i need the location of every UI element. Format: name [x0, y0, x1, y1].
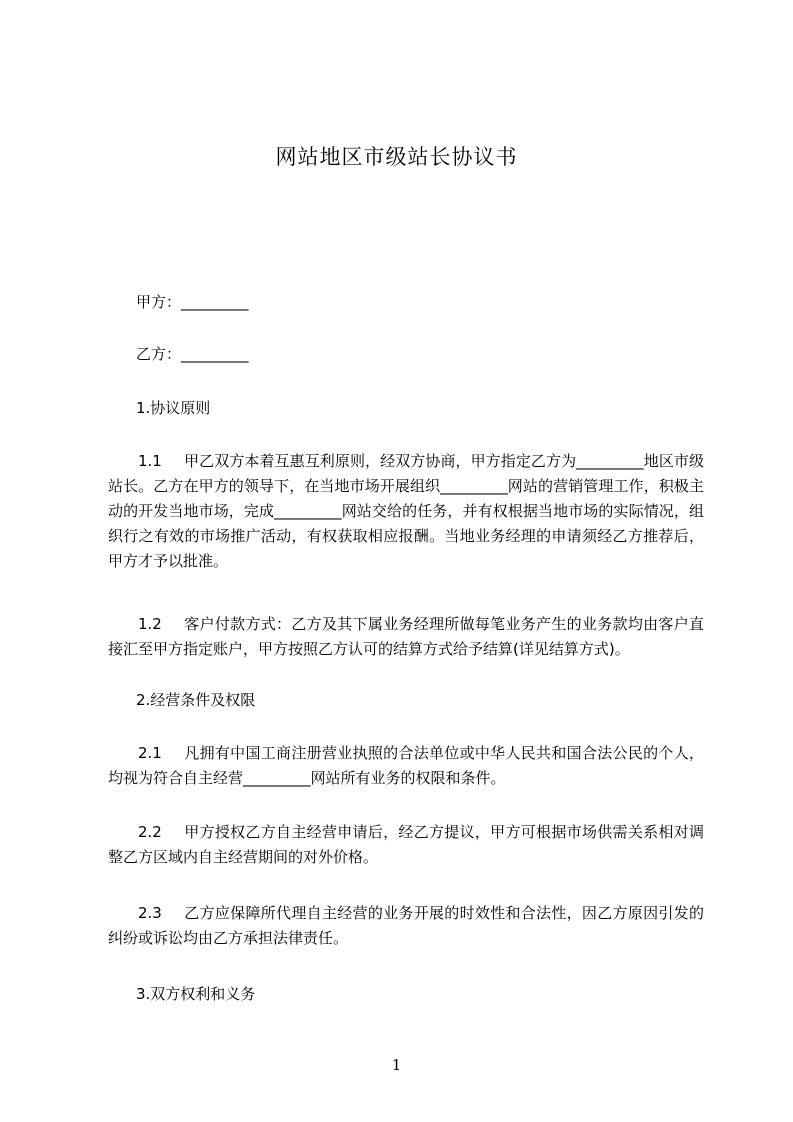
clause-number: 1.1	[138, 452, 162, 470]
clause-text: 甲方授权乙方自主经营申请后，经乙方提议，甲方可根据市场供需关系相对调整乙方区域内自主经营期间的对外价格。	[108, 823, 704, 866]
clause-text: 甲乙双方本着互惠互利原则，经双方协商，甲方指定乙方为_________地区市级站长。乙方在甲方的领导下，在当地市场开展组织_________网站的营销管理工作，积极主动的开发当地市场，完成_________网站交给的任务，并有权根据当地市场的实际情况，组织行之有效的市场推广活动，有权获取相应报酬。当地业务经理的申请须经乙方推荐后，甲方才予以批准。	[108, 452, 704, 570]
clause-2-1	[108, 741, 704, 791]
clause-2-3	[108, 901, 704, 951]
clause-number: 1.2	[138, 615, 162, 633]
clause-number: 2.3	[138, 904, 162, 922]
party-b-line: 乙方：_________	[136, 345, 249, 363]
section-heading-rights: 3.双方权利和义务	[136, 985, 256, 1003]
section-heading-conditions: 2.经营条件及权限	[136, 691, 256, 709]
clause-number: 2.1	[138, 744, 162, 762]
section-heading-principles: 1.协议原则	[136, 399, 211, 417]
clause-text: 乙方应保障所代理自主经营的业务开展的时效性和合法性，因乙方原因引发的纠纷或诉讼均由乙方承担法律责任。	[108, 904, 704, 947]
clause-number: 2.2	[138, 823, 162, 841]
page-title: 网站地区市级站长协议书	[275, 145, 518, 169]
page-number: 1	[391, 1056, 402, 1074]
party-a-line: 甲方：_________	[136, 293, 249, 311]
clause-text: 凡拥有中国工商注册营业执照的合法单位或中华人民共和国合法公民的个人，均视为符合自主经营_________网站所有业务的权限和条件。	[108, 744, 704, 787]
clause-2-2	[108, 820, 704, 870]
clause-1-2	[108, 612, 704, 662]
clause-text: 客户付款方式：乙方及其下属业务经理所做每笔业务产生的业务款均由客户直接汇至甲方指定账户，甲方按照乙方认可的结算方式给予结算(详见结算方式)。	[108, 615, 704, 658]
clause-1-1	[108, 449, 704, 574]
